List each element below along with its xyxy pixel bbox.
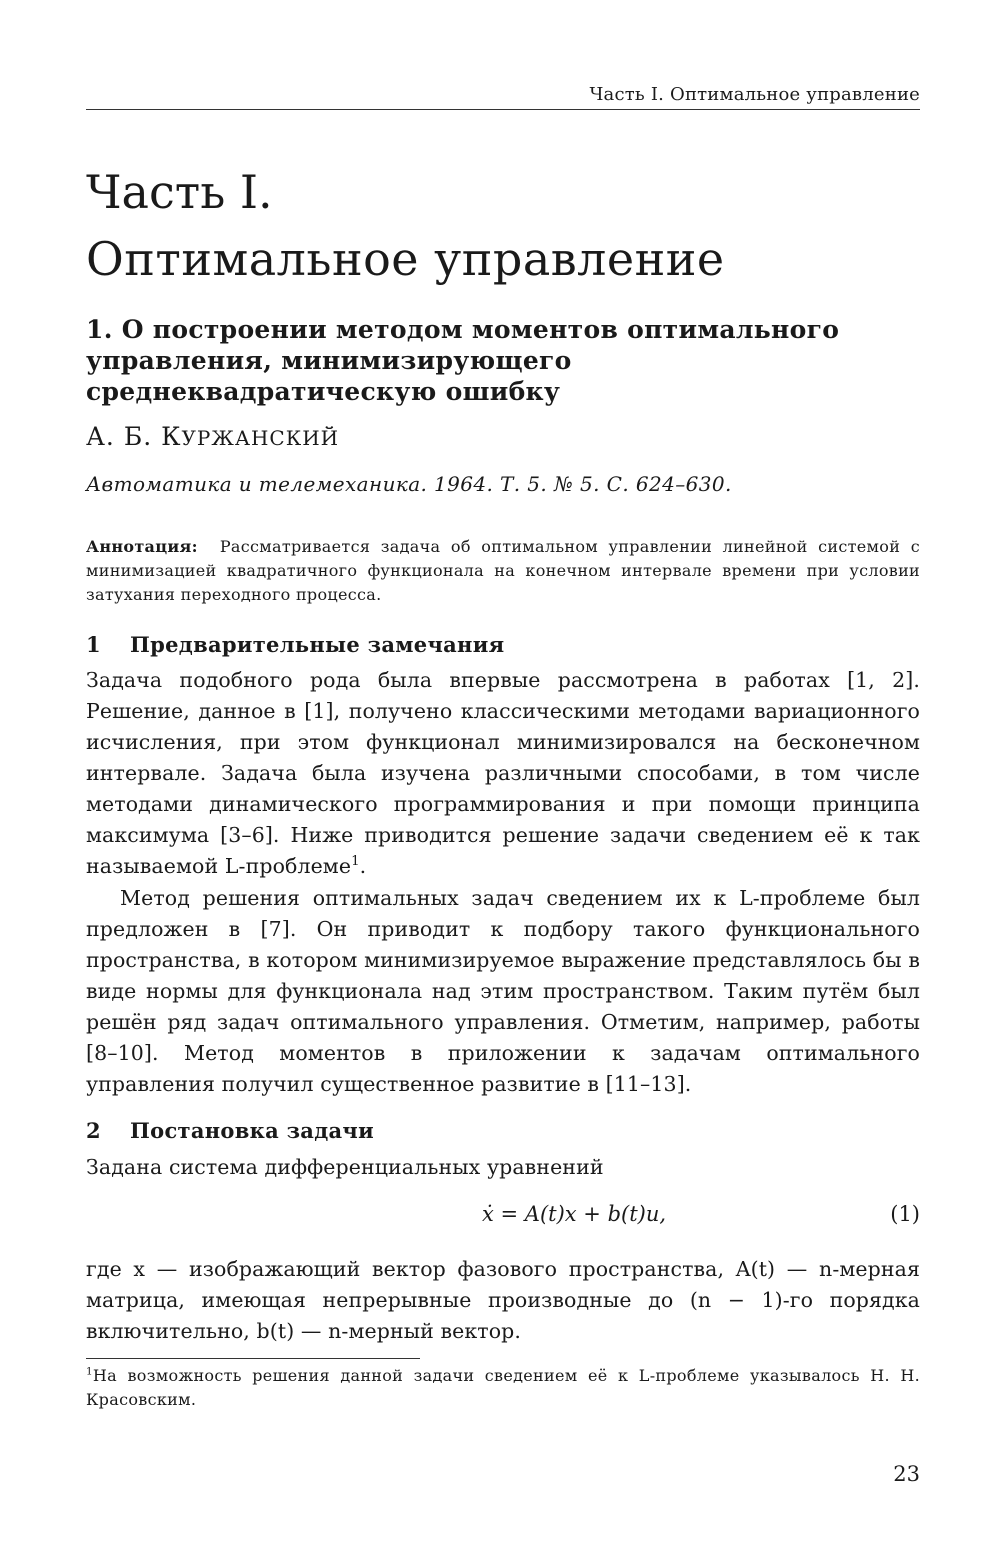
citation: Автоматика и телемеханика. 1964. Т. 5. № 5. С. 624–630.	[86, 472, 732, 496]
abstract-text: Рассматривается задача об оптимальном управлении линейной системой с минимизацией квадратичного функционала на конечном интервале времени при условии затухания переходного процесса.	[86, 537, 920, 604]
part-label: Часть I.	[86, 165, 273, 219]
section-1-heading	[86, 632, 504, 657]
section-2-heading	[86, 1118, 374, 1143]
footnote	[86, 1364, 920, 1412]
section-1-paragraph-2: Метод решения оптимальных задач сведением их к L-проблеме был предложен в [7]. Он приводит к подбору такого функционального пространства, в котором минимизируемое выражение представлялось бы в виде нормы для функционала над этим пространством. Таким путём был решён ряд задач оптимального управления. Отметим, например, работы [8–10]. Метод моментов в приложении к задачам оптимального управления получил существенное развитие в [11–13].	[86, 886, 920, 1096]
abstract	[86, 535, 920, 607]
equation-number: (1)	[890, 1202, 920, 1226]
footnote-mark: 1	[86, 1365, 93, 1378]
section-2-title: Постановка задачи	[130, 1118, 374, 1143]
author-surname-smallcaps: УРЖАНСКИЙ	[181, 426, 340, 450]
author	[86, 422, 339, 451]
part-title: Оптимальное управление	[86, 232, 725, 286]
header-rule	[86, 109, 920, 110]
running-head: Часть I. Оптимальное управление	[589, 84, 920, 105]
footnote-text: На возможность решения данной задачи сведением её к L-проблеме указывалось Н. Н. Красовским.	[86, 1366, 920, 1409]
footnote-rule	[86, 1358, 420, 1359]
paper-title: 1. О построении методом моментов оптимального управления, минимизирующего среднеквадратическую ошибку	[86, 315, 840, 406]
section-1-number: 1	[86, 632, 101, 657]
paragraph-end-period: .	[359, 854, 367, 878]
section-2-paragraph-1: Задана система дифференциальных уравнений	[86, 1155, 604, 1179]
section-1-paragraph-1-text: Задача подобного рода была впервые рассмотрена в работах [1, 2]. Решение, данное в [1], получено классическими методами вариационного исчисления, при этом функционал минимизировался на бесконечном интервале. Задача была изучена различными способами, в том числе методами динамического программирования и при помощи принципа максимума [3–6]. Ниже приводится решение задачи сведением её к так называемой L-проблеме	[86, 668, 920, 878]
page-number: 23	[893, 1462, 920, 1486]
footnote-reference[interactable]: 1	[351, 854, 360, 870]
section-2-paragraph-2: где x — изображающий вектор фазового пространства, A(t) — n-мерная матрица, имеющая непрерывные производные до (n − 1)-го порядка включительно, b(t) — n-мерный вектор.	[86, 1257, 920, 1343]
section-1-paragraph-1	[86, 665, 920, 882]
section-1-title: Предварительные замечания	[130, 632, 505, 657]
equation-1	[86, 1202, 920, 1236]
abstract-label: Аннотация:	[86, 537, 198, 556]
author-initials: А. Б. К	[86, 422, 182, 451]
equation-body: ẋ = A(t)x + b(t)u,	[482, 1202, 667, 1226]
section-2-number: 2	[86, 1118, 101, 1143]
